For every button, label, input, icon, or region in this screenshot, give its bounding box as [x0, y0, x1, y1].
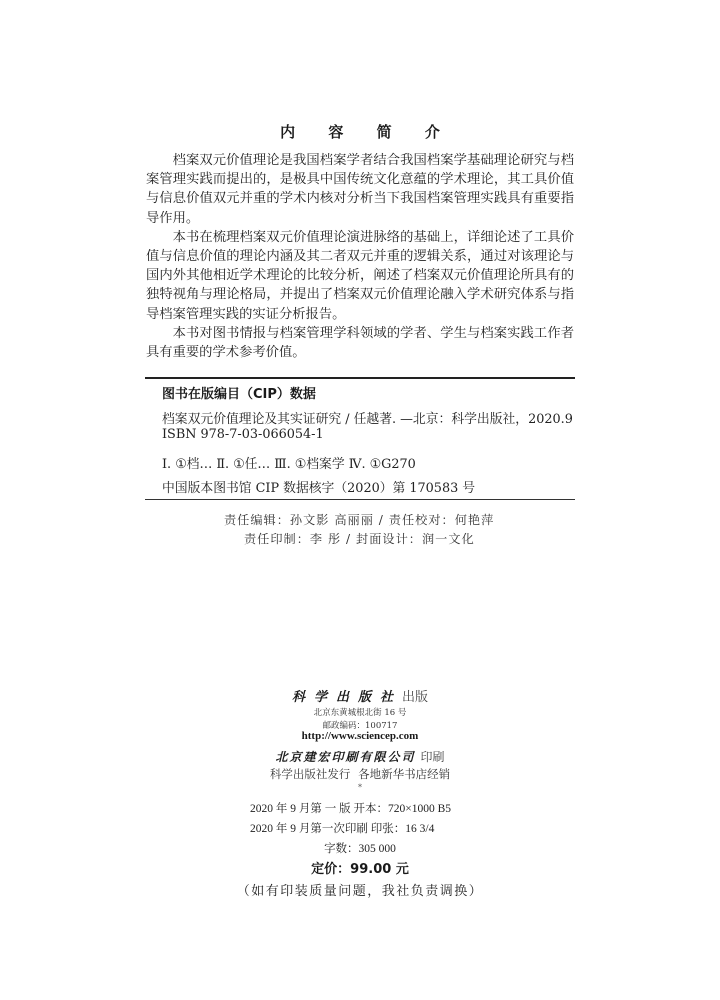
price: 定价：99.00 元 — [311, 862, 409, 877]
summary-paragraph: 本书在梳理档案双元价值理论演进脉络的基础上，详细论述了工具价值与信息价值的理论内涵及其二者双元并重的逻辑关系，通过对该理论与国内外其他相近学术理论的比较分析，阐述了档案双元价值理论所具有的独特视角与理论格局，并提出了档案双元价值理论融入学术研究体系与指导档案管理实践的实证分析报告。 — [146, 229, 574, 322]
responsibility-production: 责任印制：李 彤 / 封面设计：润一文化 — [244, 532, 475, 546]
summary-body — [146, 151, 574, 362]
summary-paragraph: 本书对图书情报与档案管理学科领域的学者、学生与档案实践工作者具有重要的学术参考价值。 — [146, 325, 574, 361]
publisher-suffix: 出版 — [402, 690, 429, 705]
printer-name: 北京建宏印刷有限公司 — [275, 750, 416, 764]
word-count: 字数：305 000 — [324, 843, 396, 855]
cip-classification-line: Ⅰ. ①档… Ⅱ. ①任… Ⅲ. ①档案学 Ⅳ. ①G270 — [162, 457, 416, 472]
publisher-line — [0, 686, 720, 705]
summary-paragraph: 档案双元价值理论是我国档案学者结合我国档案学基础理论研究与档案管理实践而提出的，是极具中国传统文化意蕴的学术理论，其工具价值与信息价值双元并重的学术内核对分析当下我国档案管理实践具有重要指导作用。 — [146, 153, 574, 226]
printing-line: 2020 年 9 月第一次印刷 印张：16 3/4 — [250, 823, 435, 835]
publisher-postcode: 邮政编码：100717 — [322, 721, 398, 731]
cip-bottom-rule — [145, 499, 575, 500]
quality-notice: （如有印装质量问题，我社负责调换） — [236, 884, 484, 899]
cip-isbn-line: ISBN 978-7-03-066054-1 — [162, 427, 324, 442]
distribution-line: 科学出版社发行 各地新华书店经销 — [269, 767, 451, 781]
publisher-address: 北京东黄城根北街 16 号 — [313, 708, 407, 718]
printer-suffix: 印刷 — [420, 750, 445, 764]
cip-verification-line: 中国版本图书馆 CIP 数据核字（2020）第 170583 号 — [162, 481, 476, 496]
responsibility-editors: 责任编辑：孙文影 高丽丽 / 责任校对：何艳萍 — [224, 513, 495, 527]
printer-line — [0, 746, 720, 765]
cip-heading: 图书在版编目（CIP）数据 — [162, 387, 316, 402]
cip-record-line: 档案双元价值理论及其实证研究 / 任越著. —北京：科学出版社，2020.9 — [162, 412, 573, 427]
cip-top-rule — [145, 377, 575, 379]
separator-mark: * — [358, 783, 362, 792]
publisher-url: http://www.sciencep.com — [301, 730, 419, 742]
edition-line: 2020 年 9 月第 一 版 开本：720×1000 B5 — [250, 803, 452, 815]
publisher-name: 科学出版社 — [291, 690, 402, 705]
summary-title: 内 容 简 介 — [280, 123, 454, 141]
